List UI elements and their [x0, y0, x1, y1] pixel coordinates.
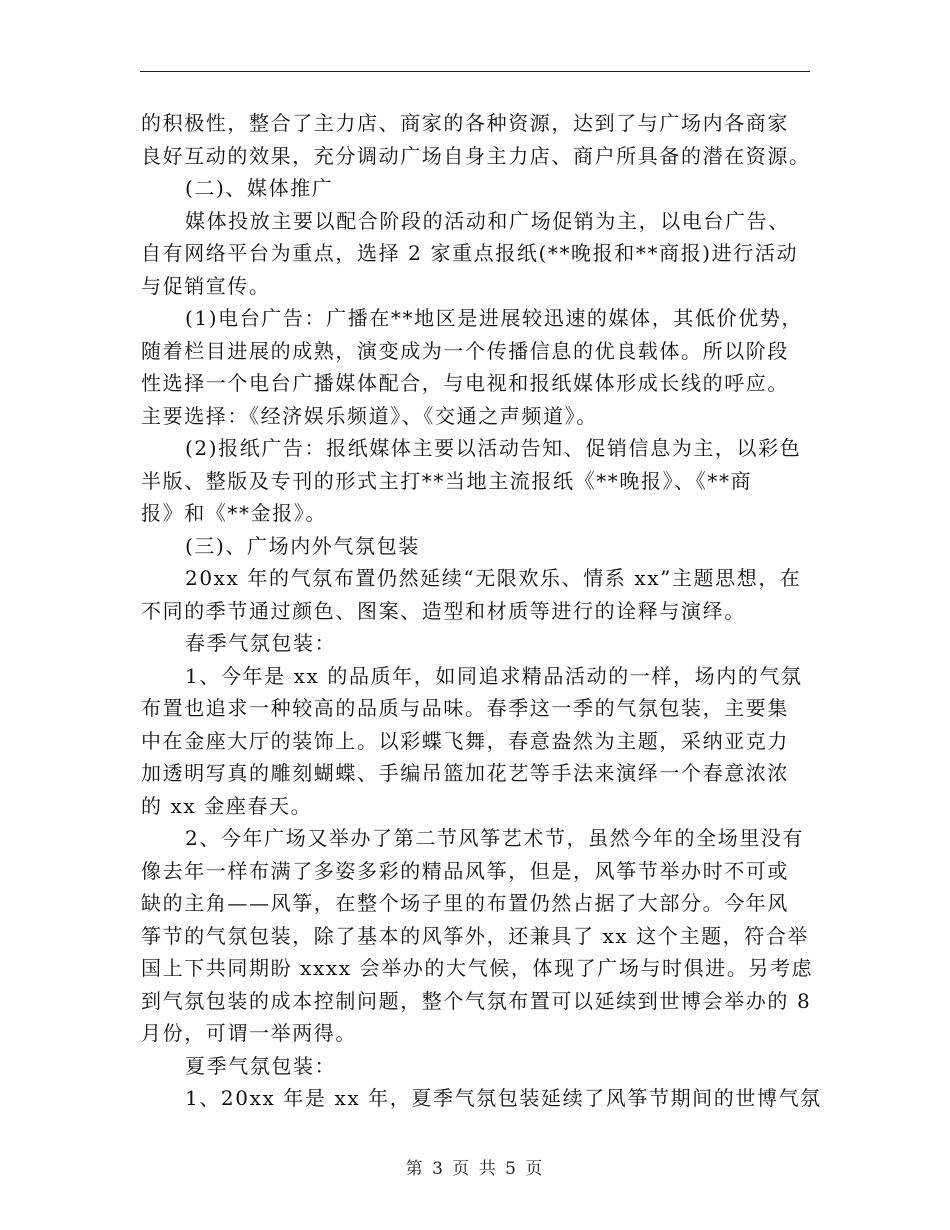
- text-line: 像去年一样布满了多姿多彩的精品风筝，但是，风筝节举办时不可或: [141, 858, 789, 883]
- paragraph: [141, 822, 814, 1050]
- text-line: 缺的主角——风筝，在整个场子里的布置仍然占据了大部分。今年风: [141, 891, 789, 915]
- paragraph: [141, 172, 811, 205]
- paragraph: [141, 205, 811, 303]
- text-line: (二)、媒体推广: [185, 176, 334, 200]
- text-line: 夏季气氛包装：: [185, 1053, 337, 1078]
- header-rule: [140, 71, 810, 72]
- text-line: (1)电台广告：广播在**地区是进展较迅速的媒体，其低价优势，: [185, 306, 803, 330]
- text-line: 到气氛包装的成本控制问题，整个气氛布置可以延续到世博会举办的 8: [141, 988, 812, 1013]
- text-line: 随着栏目进展的成熟，演变成为一个传播信息的优良载体。所以阶段: [141, 338, 789, 363]
- text-line: 中在金座大厅的装饰上。以彩蝶飞舞，春意盎然为主题，采纳亚克力: [141, 728, 789, 753]
- text-line: 的 xx 金座春天。: [141, 793, 313, 818]
- text-line: 2、今年广场又举办了第二节风筝艺术节，虽然今年的全场里没有: [185, 826, 805, 850]
- text-line: 媒体投放主要以配合阶段的活动和广场促销为主，以电台广告、: [185, 208, 790, 233]
- document-body: [141, 107, 822, 1115]
- text-line: 1、今年是 xx 的品质年，如同追求精品活动的一样，场内的气氛: [185, 663, 803, 688]
- paragraph: [141, 432, 811, 530]
- text-line: 主要选择：《经济娱乐频道》、《交通之声频道》。: [141, 403, 598, 428]
- paragraph: [141, 302, 811, 432]
- text-line: (2)报纸广告：报纸媒体主要以活动告知、促销信息为主，以彩色: [185, 436, 802, 460]
- text-line: 春季气氛包装：: [185, 631, 337, 655]
- text-line: 加透明写真的雕刻蝴蝶、手编吊篮加花艺等手法来演绎一个春意浓浓: [141, 761, 789, 785]
- text-line: 报》和《**金报》。: [141, 501, 327, 525]
- text-line: 20xx 年的气氛布置仍然延续“无限欢乐、情系 xx”主题思想，在: [185, 566, 802, 590]
- text-line: 自有网络平台为重点，选择 2 家重点报纸(**晚报和**商报)进行活动: [141, 241, 799, 265]
- text-line: 性选择一个电台广播媒体配合，与电视和报纸媒体形成长线的呼应。: [141, 371, 789, 395]
- text-line: 半版、整版及专刊的形式主打**当地主流报纸《**晚报》、《**商: [141, 468, 753, 493]
- paragraph: [141, 660, 811, 823]
- paragraph: [141, 562, 811, 627]
- text-line: 国上下共同期盼 xxxx 会举办的大气候，体现了广场与时俱进。另考虑: [141, 956, 814, 980]
- text-line: 1、20xx 年是 xx 年，夏季气氛包装延续了风筝节期间的世博气氛: [185, 1086, 822, 1110]
- paragraph: [141, 107, 811, 172]
- text-line: 与促销宣传。: [141, 273, 271, 298]
- paragraph: [141, 627, 811, 660]
- text-line: 筝节的气氛包装，除了基本的风筝外，还兼具了 xx 这个主题，符合举: [141, 923, 810, 948]
- paragraph: [141, 530, 811, 563]
- text-line: (三)、广场内外气氛包装: [185, 533, 420, 558]
- text-line: 的积极性，整合了主力店、商家的各种资源，达到了与广场内各商家: [141, 111, 789, 135]
- text-line: 月份，可谓一举两得。: [141, 1021, 357, 1045]
- paragraph: [141, 1050, 811, 1083]
- text-line: 良好互动的效果，充分调动广场自身主力店、商户所具备的潜在资源。: [141, 143, 811, 168]
- page-footer: 第 3 页 共 5 页: [405, 1159, 545, 1179]
- text-line: 布置也追求一种较高的品质与品味。春季这一季的气氛包装，主要集: [141, 696, 789, 720]
- paragraph: [141, 1082, 822, 1115]
- text-line: 不同的季节通过颜色、图案、造型和材质等进行的诠释与演绎。: [141, 598, 746, 623]
